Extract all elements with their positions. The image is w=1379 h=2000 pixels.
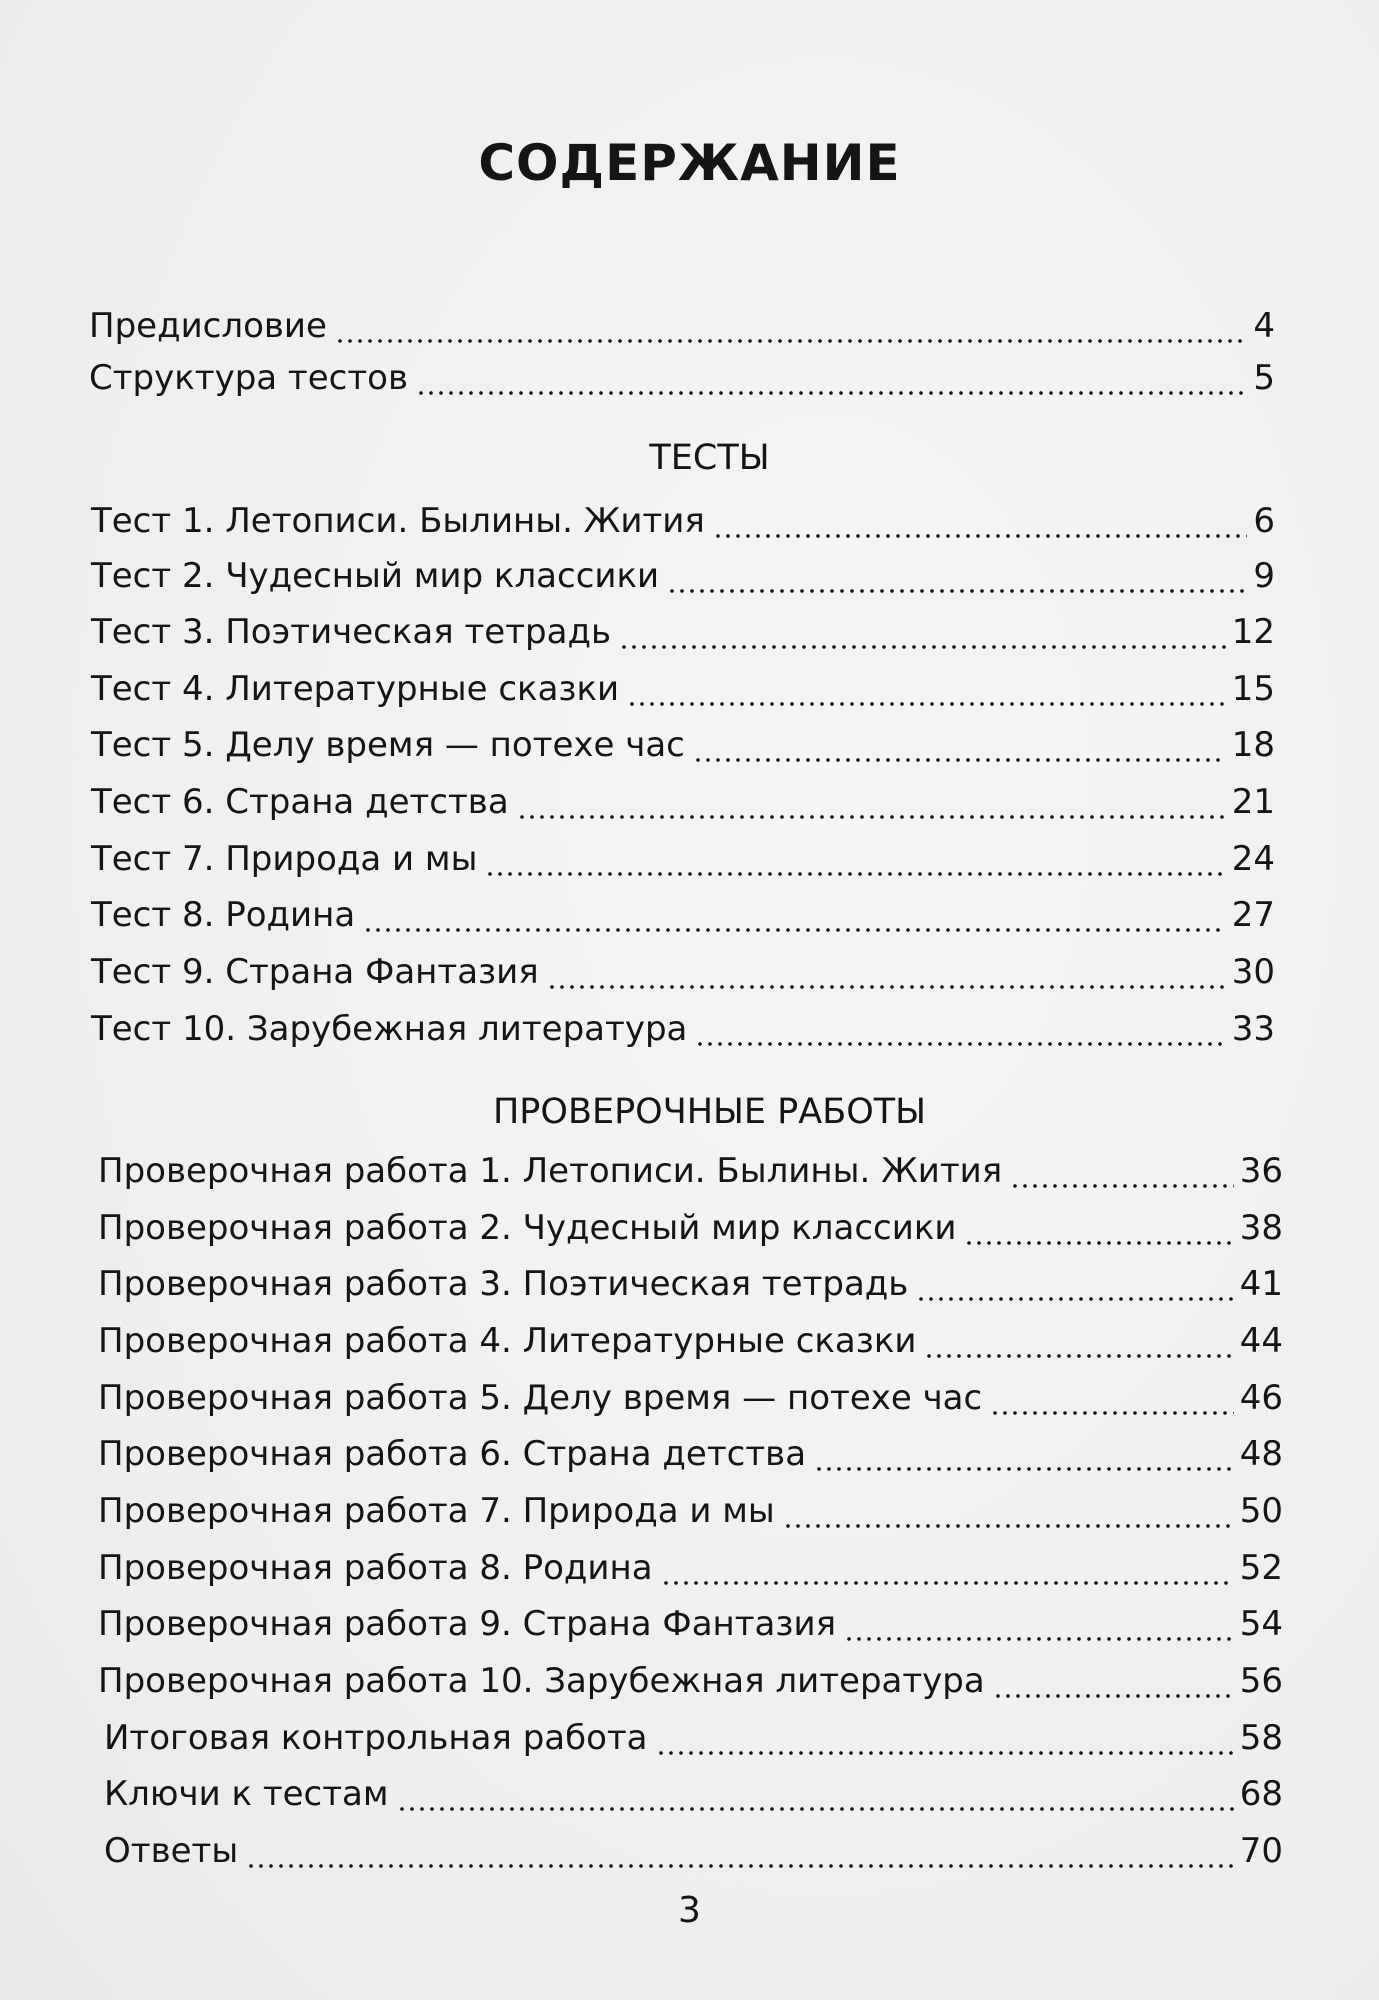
toc-entry-test[interactable]: [91, 1009, 1275, 1049]
toc-entry-preface[interactable]: [89, 306, 1275, 346]
toc-entry-page: 46: [1239, 1378, 1283, 1418]
dot-leader: [1010, 1184, 1234, 1188]
toc-entry-page: 12: [1231, 612, 1275, 652]
page-number: 3: [678, 1890, 701, 1931]
toc-entry-page: 44: [1239, 1321, 1283, 1361]
dot-leader: [246, 1864, 1234, 1868]
toc-entry-test[interactable]: [91, 782, 1275, 822]
toc-entry-label: Проверочная работа 4. Литературные сказки: [98, 1321, 917, 1361]
dot-leader: [363, 928, 1226, 932]
dot-leader: [964, 1241, 1233, 1245]
toc-entry-label: Итоговая контрольная работа: [104, 1718, 648, 1758]
toc-entry-test[interactable]: [91, 839, 1275, 879]
dot-leader: [619, 645, 1226, 649]
toc-entry-label: Проверочная работа 10. Зарубежная литература: [98, 1661, 985, 1701]
toc-entry-label: Проверочная работа 3. Поэтическая тетрадь: [98, 1264, 909, 1304]
toc-entry-label: Тест 3. Поэтическая тетрадь: [91, 612, 611, 652]
toc-entry-page: 68: [1239, 1774, 1283, 1814]
toc-entry-page: 5: [1253, 358, 1275, 398]
dot-leader: [667, 589, 1247, 593]
dot-leader: [485, 872, 1225, 876]
toc-entry-check[interactable]: [98, 1434, 1283, 1474]
toc-entry-label: Структура тестов: [89, 358, 408, 398]
dot-leader: [397, 1807, 1234, 1811]
dot-leader: [783, 1524, 1234, 1528]
toc-entry-label: Ключи к тестам: [104, 1774, 389, 1814]
dot-leader: [627, 702, 1226, 706]
dot-leader: [916, 1297, 1233, 1301]
toc-entry-page: 38: [1239, 1208, 1283, 1248]
toc-entry-page: 48: [1239, 1434, 1283, 1474]
dot-leader: [814, 1467, 1234, 1471]
toc-entry-page: 24: [1231, 839, 1275, 879]
toc-entry-label: Тест 2. Чудесный мир классики: [91, 556, 660, 596]
toc-entry-test[interactable]: [91, 556, 1275, 596]
toc-entry-page: 21: [1231, 782, 1275, 822]
toc-entry-page: 52: [1239, 1548, 1283, 1588]
toc-entry-page: 9: [1253, 556, 1275, 596]
toc-entry-final-test[interactable]: [104, 1718, 1283, 1758]
toc-entry-check[interactable]: [98, 1548, 1283, 1588]
toc-entry-label: Тест 5. Делу время — потехе час: [91, 725, 685, 765]
toc-entry-check[interactable]: [98, 1378, 1283, 1418]
toc-entry-label: Проверочная работа 5. Делу время — потехе час: [98, 1378, 983, 1418]
dot-leader: [547, 985, 1226, 989]
toc-entry-check[interactable]: [98, 1604, 1283, 1644]
toc-entry-label: Предисловие: [89, 306, 327, 346]
dot-leader: [924, 1354, 1233, 1358]
dot-leader: [416, 391, 1247, 395]
toc-entry-page: 36: [1239, 1151, 1283, 1191]
toc-entry-check[interactable]: [98, 1208, 1283, 1248]
toc-entry-label: Проверочная работа 8. Родина: [98, 1548, 653, 1588]
toc-entry-label: Проверочная работа 2. Чудесный мир классики: [98, 1208, 957, 1248]
toc-entry-label: Тест 9. Страна Фантазия: [91, 952, 539, 992]
toc-entry-answers[interactable]: [104, 1831, 1283, 1871]
toc-entry-label: Проверочная работа 1. Летописи. Былины. Жития: [98, 1151, 1003, 1191]
toc-entry-check[interactable]: [98, 1264, 1283, 1304]
dot-leader: [335, 339, 1247, 343]
toc-entry-page: 41: [1239, 1264, 1283, 1304]
toc-entry-test[interactable]: [91, 669, 1275, 709]
toc-entry-test[interactable]: [91, 952, 1275, 992]
section-heading-checks: ПРОВЕРОЧНЫЕ РАБОТЫ: [492, 1092, 927, 1132]
dot-leader: [844, 1637, 1234, 1641]
toc-entry-label: Тест 8. Родина: [91, 895, 356, 935]
toc-entry-label: Проверочная работа 7. Природа и мы: [98, 1491, 775, 1531]
dot-leader: [656, 1751, 1234, 1755]
toc-entry-test[interactable]: [91, 501, 1275, 541]
dot-leader: [993, 1694, 1234, 1698]
dot-leader: [661, 1581, 1234, 1585]
dot-leader: [693, 758, 1226, 762]
toc-entry-page: 56: [1239, 1661, 1283, 1701]
dot-leader: [695, 1042, 1225, 1046]
toc-entry-page: 27: [1231, 895, 1275, 935]
toc-entry-label: Тест 1. Летописи. Былины. Жития: [91, 501, 705, 541]
toc-entry-page: 4: [1253, 306, 1275, 346]
toc-entry-keys[interactable]: [104, 1774, 1283, 1814]
toc-entry-page: 70: [1239, 1831, 1283, 1871]
toc-entry-page: 30: [1231, 952, 1275, 992]
toc-entry-page: 33: [1231, 1009, 1275, 1049]
toc-entry-test[interactable]: [91, 895, 1275, 935]
toc-entry-test[interactable]: [91, 725, 1275, 765]
toc-entry-check[interactable]: [98, 1661, 1283, 1701]
toc-entry-label: Проверочная работа 9. Страна Фантазия: [98, 1604, 837, 1644]
section-heading-tests: ТЕСТЫ: [649, 438, 770, 478]
toc-entry-check[interactable]: [98, 1151, 1283, 1191]
toc-entry-page: 6: [1253, 501, 1275, 541]
toc-entry-structure[interactable]: [89, 358, 1275, 398]
toc-entry-check[interactable]: [98, 1321, 1283, 1361]
toc-entry-page: 18: [1231, 725, 1275, 765]
dot-leader: [517, 815, 1226, 819]
toc-entry-label: Тест 4. Литературные сказки: [91, 669, 620, 709]
toc-entry-label: Ответы: [104, 1831, 239, 1871]
dot-leader: [990, 1411, 1234, 1415]
toc-entry-page: 50: [1239, 1491, 1283, 1531]
page-title: СОДЕРЖАНИЕ: [478, 134, 901, 192]
dot-leader: [713, 534, 1248, 538]
toc-entry-test[interactable]: [91, 612, 1275, 652]
toc-entry-label: Тест 7. Природа и мы: [91, 839, 478, 879]
toc-entry-page: 54: [1239, 1604, 1283, 1644]
toc-entry-label: Проверочная работа 6. Страна детства: [98, 1434, 807, 1474]
toc-entry-page: 15: [1231, 669, 1275, 709]
toc-entry-label: Тест 6. Страна детства: [91, 782, 509, 822]
toc-entry-label: Тест 10. Зарубежная литература: [91, 1009, 688, 1049]
toc-entry-page: 58: [1239, 1718, 1283, 1758]
toc-entry-check[interactable]: [98, 1491, 1283, 1531]
